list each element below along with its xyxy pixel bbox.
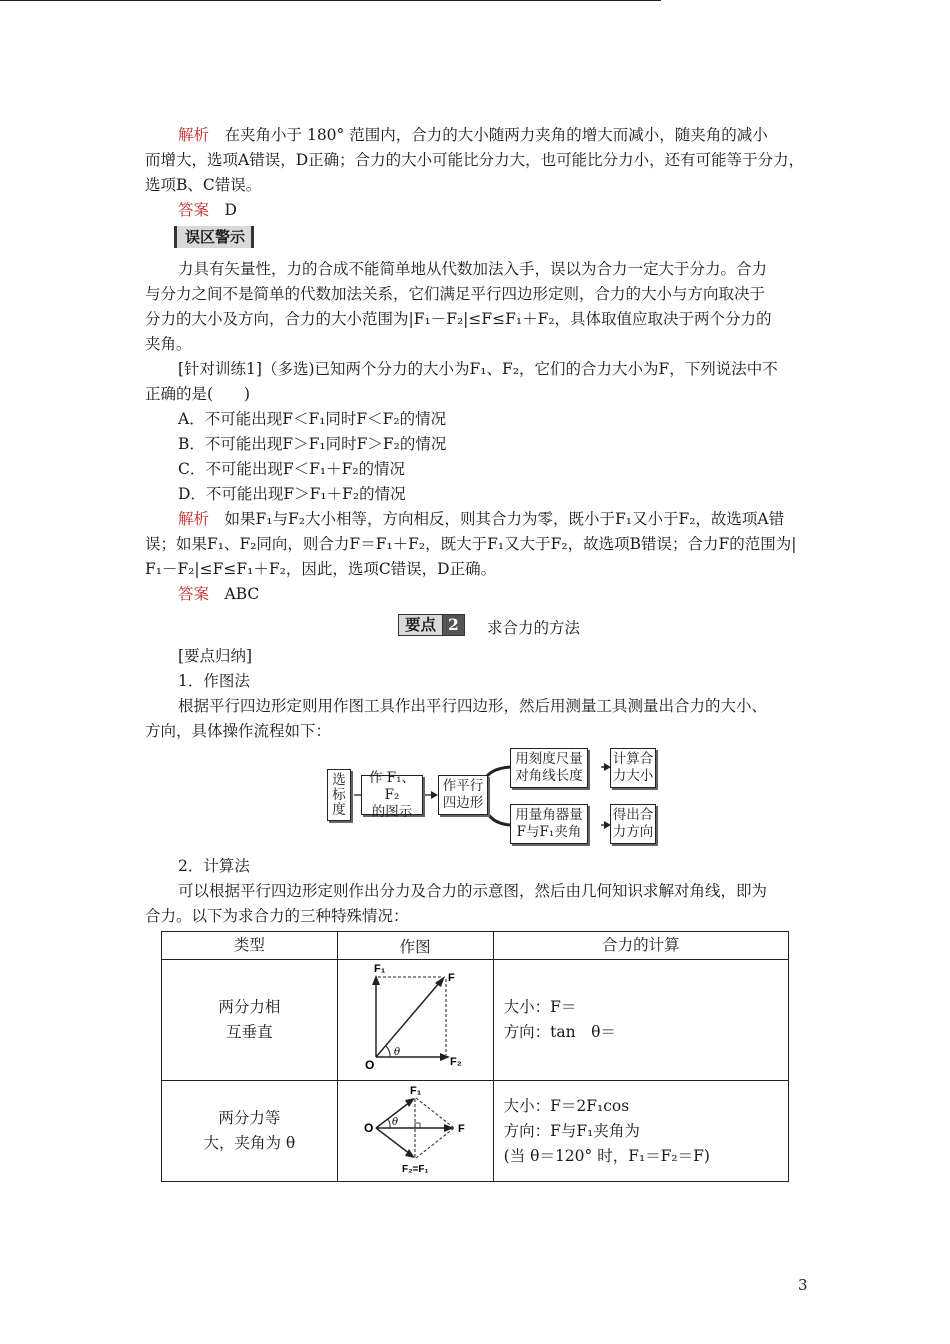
warning-line-3: 分力的大小及方向，合力的大小范围为|F₁－F₂|≤F≤F₁＋F₂，具体取值应取决于两个分力的 — [145, 310, 772, 328]
page-number: 3 — [798, 1276, 808, 1294]
question-line-1: [针对训练1]（多选)已知两个分力的大小为F₁、F₂，它们的合力大小为F，下列说法中不 — [178, 360, 778, 378]
analysis-1-line-2: 而增大，选项A错误，D正确；合力的大小可能比分力大，也可能比分力小，还有可能等于分力， — [145, 151, 805, 169]
flow-box-get-direction: 得出合 力方向 — [610, 804, 656, 844]
calc-cell: 大小：F＝ 方向：tan θ＝ — [493, 960, 788, 1081]
col-header-calc: 合力的计算 — [493, 932, 788, 960]
label-theta: θ — [391, 1116, 398, 1128]
analysis-1-line-3: 选项B、C错误。 — [145, 176, 262, 194]
analysis-1-line-1: 解析 在夹角小于 180° 范围内，合力的大小随两力夹角的增大而减小，随夹角的减小 — [178, 126, 768, 144]
label-f: F — [457, 1122, 465, 1135]
key-point-word: 要点 — [398, 614, 443, 636]
warning-line-2: 与分力之间不是简单的代数加法关系，它们满足平行四边形定则，合力的大小与方向取决于 — [145, 285, 766, 303]
analysis-2-line-3: F₁－F₂|≤F≤F₁＋F₂，因此，选项C错误，D正确。 — [145, 560, 497, 578]
header-rule — [0, 0, 661, 1]
label-origin: O — [364, 1057, 374, 1072]
analysis-2-line-1: 解析 如果F₁与F₂大小相等，方向相反，则其合力为零，既小于F₁又小于F₂，故选项A错 — [178, 510, 785, 528]
option-c: C．不可能出现F＜F₁＋F₂的情况 — [178, 460, 406, 478]
method-2-line-2: 合力。以下为求合力的三种特殊情况： — [145, 907, 409, 925]
method-1-title: 1．作图法 — [178, 672, 250, 690]
method-2-line-1: 可以根据平行四边形定则作出分力及合力的示意图，然后由几何知识求解对角线，即为 — [178, 882, 768, 900]
key-point-title: 求合力的方法 — [487, 619, 581, 637]
calc-cell: 大小：F＝2F₁cos 方向：F与F₁夹角为 (当 θ＝120° 时，F₁＝F₂＝F) — [493, 1081, 788, 1182]
method-1-line-2: 方向，具体操作流程如下： — [145, 722, 332, 740]
table-header-row — [162, 932, 789, 960]
col-header-type: 类型 — [162, 932, 338, 960]
answer-value: ABC — [224, 585, 260, 603]
key-point-number: 2 — [443, 614, 465, 636]
analysis-label: 解析 — [178, 510, 210, 528]
type-cell: 两分力相 互垂直 — [162, 960, 338, 1081]
answer-label: 答案 — [178, 201, 210, 219]
figure-cell — [337, 960, 493, 1081]
analysis-label: 解析 — [178, 126, 210, 144]
summary-heading: [要点归纳] — [178, 647, 253, 665]
flow-box-measure-angle: 用量角器量 F与F₁夹角 — [510, 804, 588, 844]
label-f: F — [447, 971, 455, 984]
special-cases-table — [161, 931, 789, 1182]
option-d: D．不可能出现F＞F₁＋F₂的情况 — [178, 485, 406, 503]
misconception-tag: 误区警示 — [174, 226, 254, 248]
key-point-badge — [398, 614, 465, 636]
flow-box-measure-diagonal: 用刻度尺量 对角线长度 — [510, 748, 588, 788]
table-row — [162, 1081, 789, 1182]
equal-forces-figure — [338, 1082, 493, 1181]
label-f1: F₁ — [373, 962, 385, 975]
option-b: B．不可能出现F＞F₁同时F＞F₂的情况 — [178, 435, 447, 453]
type-cell: 两分力等 大，夹角为 θ — [162, 1081, 338, 1182]
label-f2: F₂=F₁ — [401, 1163, 429, 1175]
answer-value: D — [224, 201, 237, 219]
label-f2: F₂ — [449, 1055, 462, 1068]
perpendicular-forces-figure — [338, 961, 493, 1080]
flow-box-select-scale: 选 标 度 — [327, 769, 351, 821]
question-line-2: 正确的是( ) — [145, 385, 251, 403]
warning-line-1: 力具有矢量性，力的合成不能简单地从代数加法入手，误以为合力一定大于分力。合力 — [178, 260, 768, 278]
table-row — [162, 960, 789, 1081]
answer-label: 答案 — [178, 585, 210, 603]
option-a: A．不可能出现F＜F₁同时F＜F₂的情况 — [178, 410, 447, 428]
flow-box-draw-forces: 作 F₁、F₂ 的图示 — [361, 775, 423, 815]
col-header-figure: 作图 — [337, 932, 493, 960]
label-theta: θ — [393, 1046, 400, 1058]
method-1-line-1: 根据平行四边形定则用作图工具作出平行四边形，然后用测量工具测量出合力的大小、 — [178, 697, 768, 715]
figure-cell — [337, 1081, 493, 1182]
label-origin: O — [363, 1120, 373, 1135]
analysis-2-line-2: 误；如果F₁、F₂同向，则合力F＝F₁＋F₂，既大于F₁又大于F₂，故选项B错误；合力F的范围为| — [145, 535, 797, 553]
method-2-title: 2．计算法 — [178, 857, 250, 875]
answer-1 — [178, 199, 810, 221]
answer-2 — [178, 583, 810, 605]
label-f1: F₁ — [409, 1084, 421, 1097]
flow-box-draw-parallelogram: 作平行 四边形 — [438, 775, 488, 815]
flow-box-compute-magnitude: 计算合 力大小 — [610, 748, 656, 788]
warning-line-4: 夹角。 — [145, 335, 192, 353]
